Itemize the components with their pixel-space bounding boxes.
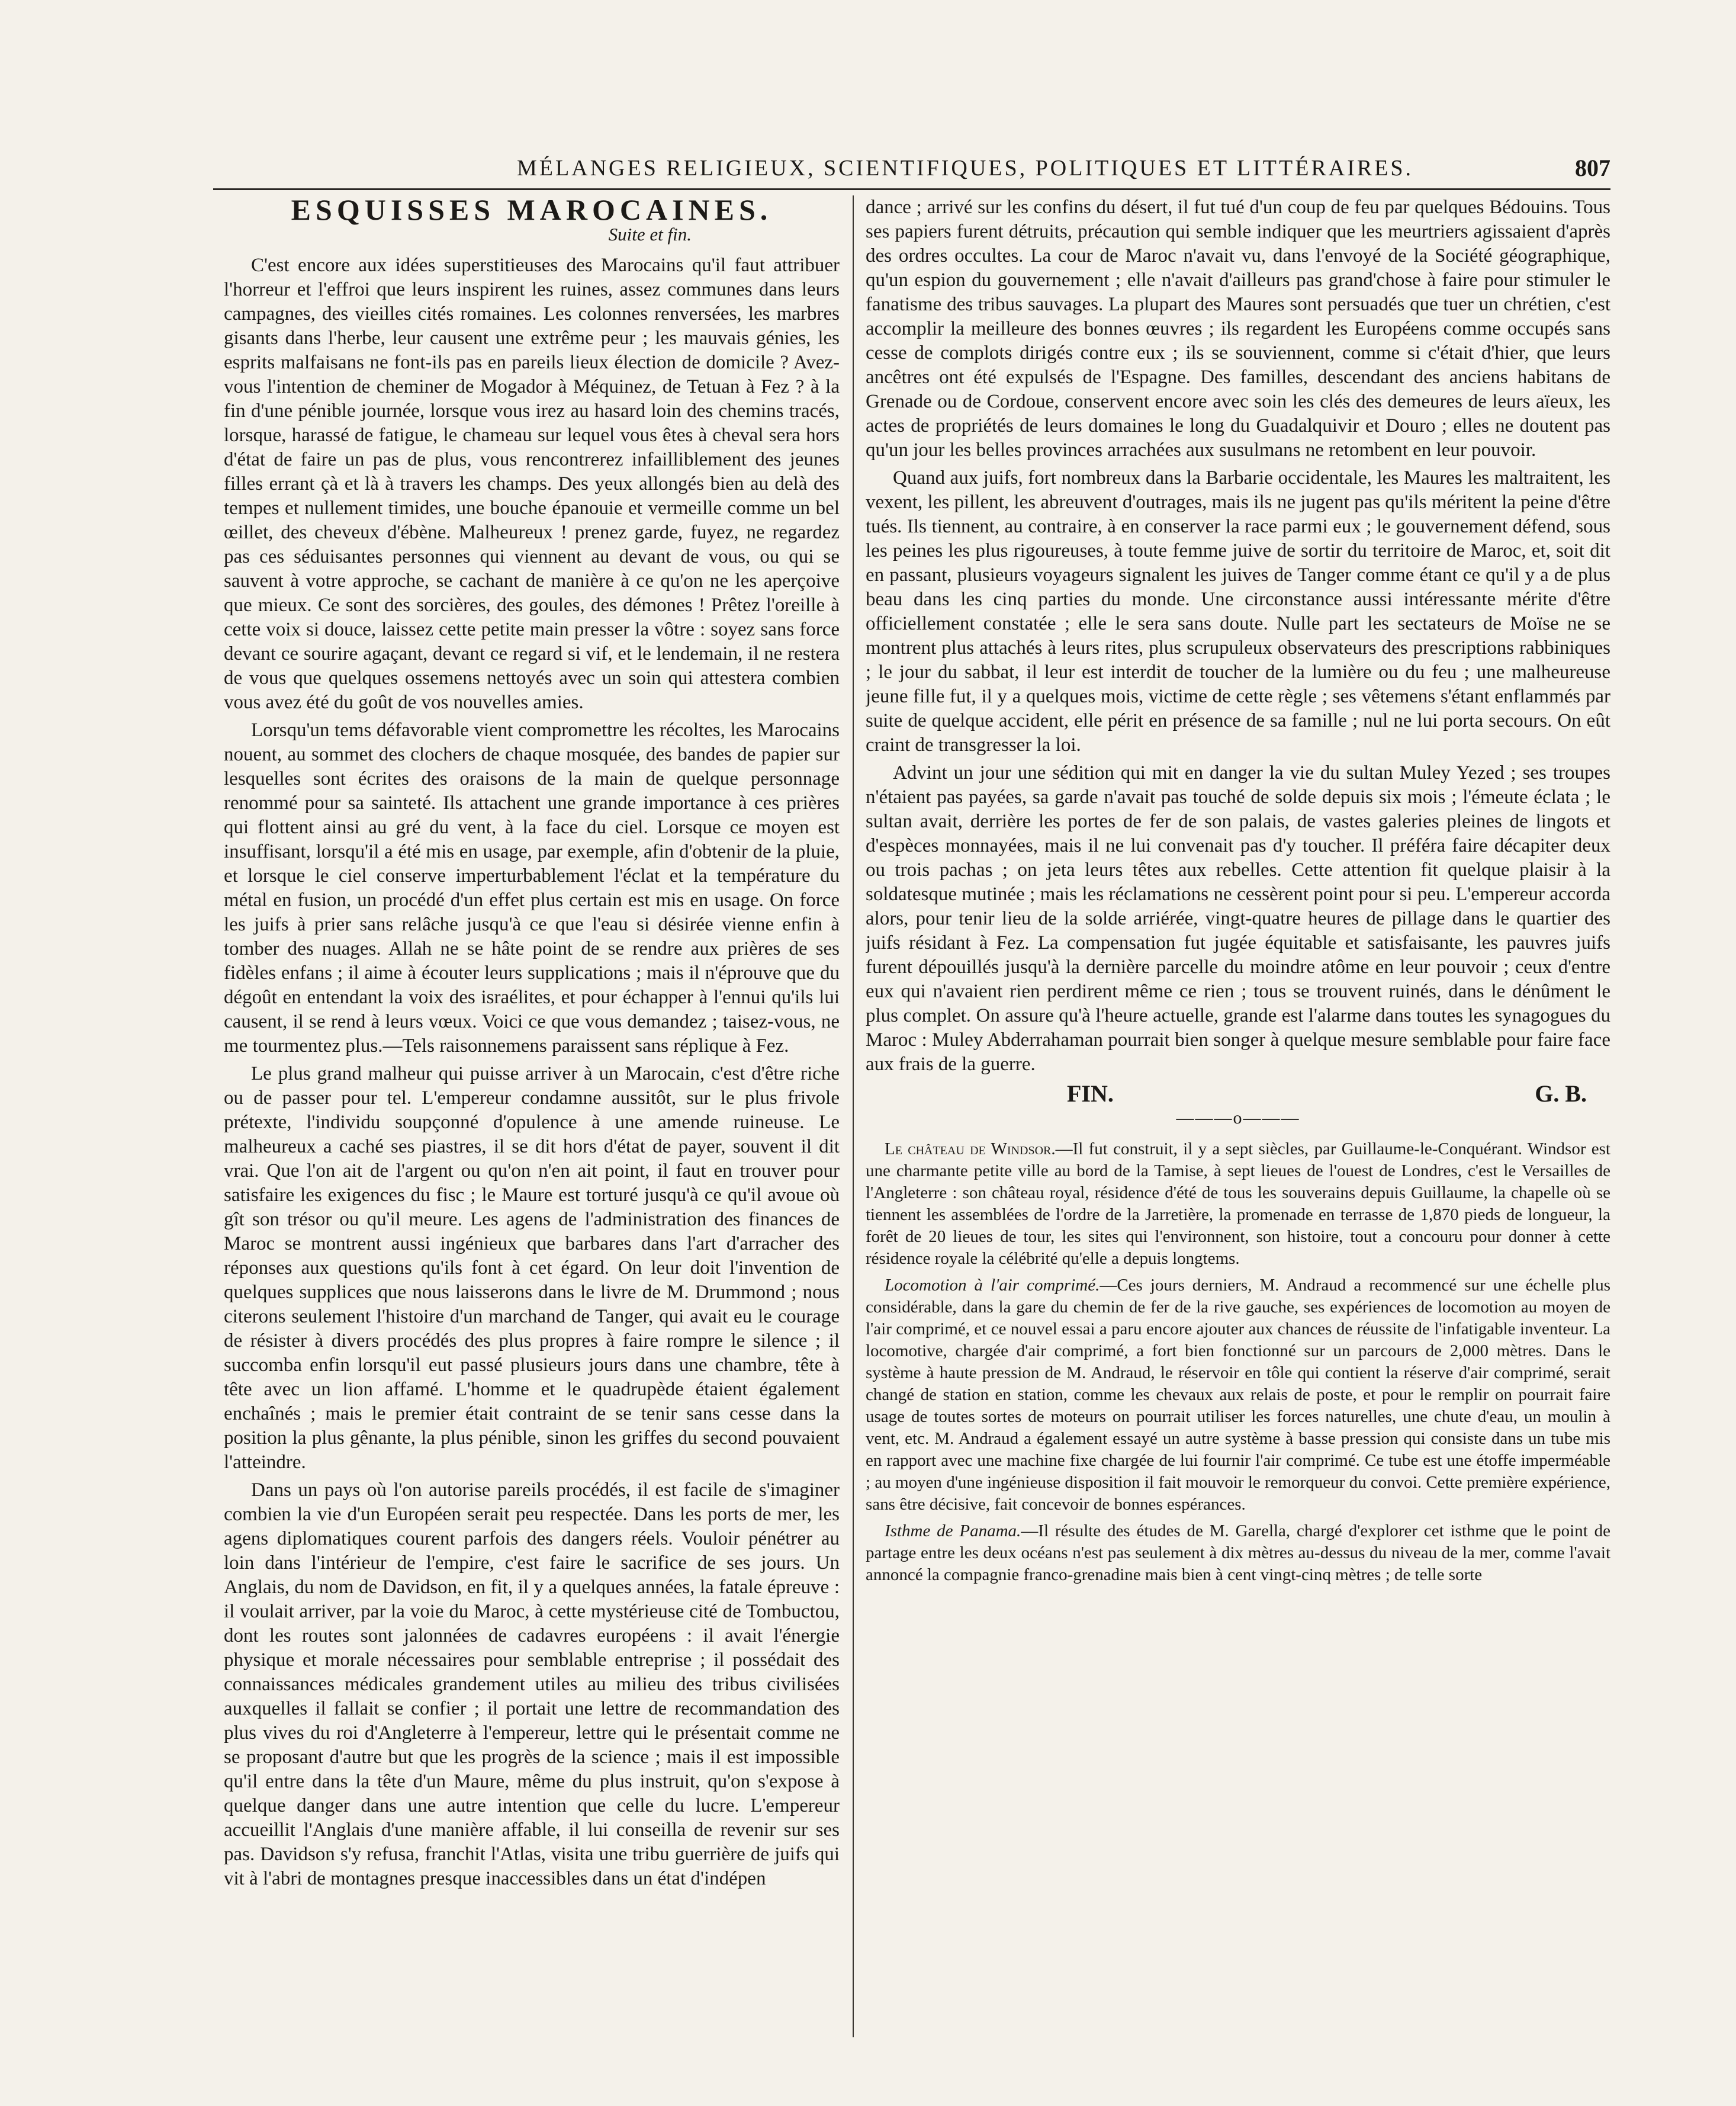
note-text: —Il fut construit, il y a sept siècles, par Guillaume-le-Conquérant. Windsor est une charmante petite ville au bord de la Tamise, à sept lieues de l'ouest de Londres, c'est le Versailles de l'Angleterre : son château royal, résidence d'été de tous les souverains depuis Guillaume, la chapelle où se tiennent les assemblées de l'ordre de la Jarretière, la promenade en terrasse de 1,870 pieds de longueur, la forêt de 20 lieues de tour, les sites qui l'environnent, son histoire, tout a concouru pour donner à cette résidence royale la célébrité qu'elle a depuis longtems. — [866, 1139, 1610, 1268]
note-item — [866, 1138, 1610, 1270]
note-text: —Il résulte des études de M. Garella, chargé d'explorer cet isthme que le point de partage entre les deux océans n'est pas seulement à dix mètres au-dessus du niveau de la mer, comme l'avait annoncé la compagnie franco-grenadine mais bien à cent vingt-cinq mètres ; de telle sorte — [866, 1521, 1610, 1584]
signature: G. B. — [1535, 1080, 1587, 1107]
news-notes — [866, 1138, 1610, 1586]
fin-label: FIN. — [1067, 1080, 1114, 1107]
article-paragraph: Advint un jour une sédition qui mit en danger la vie du sultan Muley Yezed ; ses troupes n'étaient pas payées, sa garde n'avait pas touché de solde depuis six mois ; l'émeute éclata ; le sultan avait, derrière les portes de fer de son palais, de vastes galeries pleines de lingots et d'espèces monnayées, mais il ne lui convenait pas d'y toucher. Il préféra faire décapiter deux ou trois pachas ; on jeta leurs têtes aux rebelles. Cette attention fit quelque plaisir à la soldatesque mutinée ; mais les réclamations ne cessèrent point pour si peu. L'empereur accorda alors, pour tenir lieu de la solde arriérée, vingt-quatre heures de pillage dans le quartier des juifs résidant à Fez. La compensation fut jugée équitable et satisfaisante, les pauvres juifs furent dépouillés jusqu'à la dernière parcelle du moindre atôme en leur pouvoir ; ceux d'entre eux qui n'avaient rien perdirent même ce rien ; tous se trouvent ruinés, dans le dénûment le plus complet. On assure qu'à l'heure actuelle, grande est l'alarme dans toutes les synagogues du Maroc : Muley Abderrahaman pourrait bien songer à quelque mesure semblable pour faire face aux frais de la guerre. — [866, 762, 1610, 1075]
right-column — [866, 195, 1610, 2043]
article-paragraph: Le plus grand malheur qui puisse arriver à un Marocain, c'est d'être riche ou de passer pour tel. L'empereur condamne aussitôt, sur le plus frivole prétexte, l'individu soupçonné d'opulence à une amende ruineuse. Le malheureux a caché ses piastres, il se dit hors d'état de payer, souvent il dit vrai. Que l'on ait de l'argent ou qu'on n'en ait point, il faut en trouver pour satisfaire les exigences du fisc ; le Maure est torturé jusqu'à ce qu'il avoue où gît son trésor ou qu'il meure. Les agens de l'administration des finances de Maroc se montrent aussi ingénieux que barbares dans l'art d'arracher des réponses aux questions qu'ils font à cet égard. On leur doit l'invention de quelques supplices que nous laisserons dans le livre de M. Drummond ; nous citerons seulement l'histoire d'un marchand de Tanger, qui avait eu le courage de résister à divers procédés des plus propres à faire rompre le silence ; il succomba enfin lorsqu'il eut passé plusieurs jours dans une chambre, tête à tête avec un lion affamé. L'homme et le quadrupède étaient également enchaînés ; mais le premier était contraint de se tenir sans cesse dans la position la plus gênante, la plus pénible, sinon les griffes du second pouvaient l'atteindre. — [224, 1063, 840, 1473]
note-item — [866, 1520, 1610, 1586]
article-subtitle: Suite et fin. — [608, 224, 692, 245]
article-end — [1067, 1081, 1587, 1106]
article-paragraph: Dans un pays où l'on autorise pareils procédés, il est facile de s'imaginer combien la vie d'un Européen serait peu respectée. Dans les ports de mer, les agens diplomatiques courent parfois des dangers réels. Vouloir pénétrer au loin dans l'intérieur de l'empire, c'est faire le sacrifice de ses jours. Un Anglais, du nom de Davidson, en fit, il y a quelques années, la fatale épreuve : il voulait arriver, par la voie du Maroc, à cette mystérieuse cité de Tombuctou, dont les routes sont jalonnées de cadavres européens : il avait l'énergie physique et morale nécessaires pour semblable entreprise ; il possédait des connaissances médicales grandement utiles au milieu des tribus civilisées auxquelles il fallait se confier ; il portait une lettre de recommandation des plus vives du roi d'Angleterre à l'empereur, lettre qui le présentait comme ne se proposant d'autre but que les progrès de la science ; mais il est impossible qu'il entre dans la tête d'un Maure, même du plus instruit, qu'on s'expose à quelque danger dans une autre intention que celle du lucre. L'empereur accueillit l'Anglais d'une manière affable, il lui conseilla de revenir sur ses pas. Davidson s'y refusa, franchit l'Atlas, visita une tribu guerrière de juifs qui vit à l'abri de montagnes presque inaccessibles dans un état d'indépen — [224, 1479, 840, 1889]
note-item — [866, 1274, 1610, 1516]
page-number: 807 — [1575, 155, 1610, 181]
article-paragraph: dance ; arrivé sur les confins du désert, il fut tué d'un coup de feu par quelques Bédouins. Tous ses papiers furent détruits, précaution qui semble indiquer que les meurtriers agissaient d'après des ordres occultes. La cour de Maroc n'avait vu, dans l'envoyé de la Société géographique, qu'un espion du gouvernement ; elle n'avait d'ailleurs pas grand'chose à faire pour stimuler le fanatisme des tribus sauvages. La plupart des Maures sont persuadés que tuer un chrétien, c'est accomplir la meilleure des bonnes œuvres ; ils regardent les Européens comme occupés sans cesse de complots dirigés contre eux ; ils se souviennent, comme si c'était d'hier, que leurs ancêtres ont été expulsés de l'Espagne. Des familles, descendant des anciens habitans de Grenade ou de Cordoue, conservent encore avec soin les clés des demeures de leurs aïeux, les actes de propriétés de leurs domaines le long du Guadalquivir et Douro ; elles ne doutent pas qu'un jour les belles provinces arrachées aux susulmans ne retombent en leur pouvoir. — [866, 197, 1610, 461]
section-ornament: ———o——— — [1176, 1108, 1300, 1128]
header-rule — [213, 188, 1610, 190]
left-column — [224, 195, 840, 2043]
note-lead: Locomotion à l'air comprimé. — [885, 1276, 1100, 1295]
note-lead: Le château de Windsor. — [885, 1139, 1056, 1158]
article-paragraph: Lorsqu'un tems défavorable vient compromettre les récoltes, les Marocains nouent, au sommet des clochers de chaque mosquée, des bandes de papier sur lesquelles sont écrites des oraisons de la main de quelque personnage renommé pour sa sainteté. Ils attachent une grande importance à ces prières qui flottent ainsi au gré du vent, à la face du ciel. Lorsque ce moyen est insuffisant, lorsqu'il a été mis en usage, par exemple, afin d'obtenir de la pluie, et lorsque le ciel conserve imperturbablement l'éclat et la température du métal en fusion, un procédé d'un effet plus certain est mis en usage. On force les juifs à prier sans relâche jusqu'à ce que l'eau si désirée vienne enfin à tomber des nuages. Allah ne se hâte point de se rendre aux prières de ses fidèles enfans ; il aime à écouter leurs supplications ; mais il n'éprouve que du dégoût en entendant la voix des israélites, et pour échapper à l'ennui qu'ils lui causent, il se rend à leurs vœux. Voici ce que vous demandez ; taisez-vous, ne me tourmentez plus.—Tels raisonnemens paraissent sans réplique à Fez. — [224, 720, 840, 1057]
article-paragraph: Quand aux juifs, fort nombreux dans la Barbarie occidentale, les Maures les maltraitent, les vexent, les pillent, les abreuvent d'outrages, mais ils ne jugent pas qu'ils méritent la peine d'être tués. Ils tiennent, au contraire, à en conserver la race parmi eux ; le gouvernement défend, sous les peines les plus rigoureuses, à toute femme juive de sortir du territoire de Maroc, et, soit dit en passant, plusieurs voyageurs signalent les juives de Tanger comme étant ce qu'il y a de plus beau dans les cinq parties du monde. Une circonstance aussi intéressante mérite d'être officiellement constatée ; elle le sera sans doute. Nulle part les sectateurs de Moïse ne se montrent plus attachés à leurs rites, plus scrupuleux observateurs des prescriptions rabbiniques ; le jour du sabbat, il leur est interdit de toucher de la lumière ou du feu ; une malheureuse jeune fille fut, il y a quelques mois, victime de cette règle ; ses vêtemens s'étant enflammés par suite de quelque accident, elle périt en présence de sa famille ; nul ne lui porta secours. On eût craint de transgresser la loi. — [866, 467, 1610, 756]
column-divider — [853, 195, 854, 2037]
article-title: ESQUISSES MAROCAINES. — [291, 195, 773, 226]
note-lead: Isthme de Panama. — [885, 1521, 1021, 1540]
note-text: —Ces jours derniers, M. Andraud a recommencé sur une échelle plus considérable, dans la gare du chemin de fer de la rive gauche, ses expériences de locomotion au moyen de l'air comprimé, et ce nouvel essai a paru encore ajouter aux chances de réussite de l'infatigable inventeur. La locomotive, chargée d'air comprimé, a fort bien fonctionné sur un parcours de 2,000 mètres. Dans le système à haute pression de M. Andraud, le réservoir en tôle qui contient la réserve d'air comprimé, serait changé de station en station, comme les chevaux aux relais de poste, et pour le remplir on pourrait faire usage de toutes sortes de moteurs on pourrait utiliser les forces naturelles, une chute d'eau, un moulin à vent, etc. M. Andraud a également essayé un autre système à basse pression qui consiste dans un tube mis en rapport avec une machine fixe chargée de lui fournir l'air comprimé. Ce tube est une étoffe imperméable ; au moyen d'une ingénieuse disposition il fait mouvoir le remorqueur du convoi. Cette première expérience, sans être décisive, fait concevoir de bonnes espérances. — [866, 1276, 1610, 1514]
article-paragraph: C'est encore aux idées superstitieuses des Marocains qu'il faut attribuer l'horreur et l'effroi que leurs inspirent les ruines, assez communes dans leurs campagnes, des vieilles cités romaines. Les colonnes renversées, les marbres gisants dans l'herbe, leur causent une extrême peur ; les mauvais génies, les esprits malfaisans ne font-ils pas en pareils lieux élection de domicile ? Avez-vous l'intention de cheminer de Mogador à Méquinez, de Tetuan à Fez ? à la fin d'une pénible journée, lorsque vous irez au hasard loin des chemins tracés, lorsque, harassé de fatigue, le chameau sur lequel vous êtes à cheval sera hors d'état de faire un pas de plus, vous rencontrerez infailliblement des jeunes filles errant çà et là à travers les champs. Des yeux allongés bien au delà des tempes et nullement timides, une bouche épanouie et vermeille comme un bel œillet, des cheveux d'ébène. Malheureux ! prenez garde, fuyez, ne regardez pas ces séduisantes personnes qui viennent au devant de vous, ou qui se sauvent à votre approche, se cachant de manière à ce qu'on ne les aperçoive que mieux. Ce sont des sorcières, des goules, des démones ! Prêtez l'oreille à cette voix si douce, laissez cette petite main presser la vôtre : soyez sans force devant ce sourire agaçant, devant ce regard si vif, et le lendemain, il ne restera de vous que quelques ossemens nettoyés avec un soin qui attestera combien vous avez été du goût de vos nouvelles amies. — [224, 255, 840, 713]
running-title: MÉLANGES RELIGIEUX, SCIENTIFIQUES, POLITIQUES ET LITTÉRAIRES. — [516, 156, 1414, 181]
